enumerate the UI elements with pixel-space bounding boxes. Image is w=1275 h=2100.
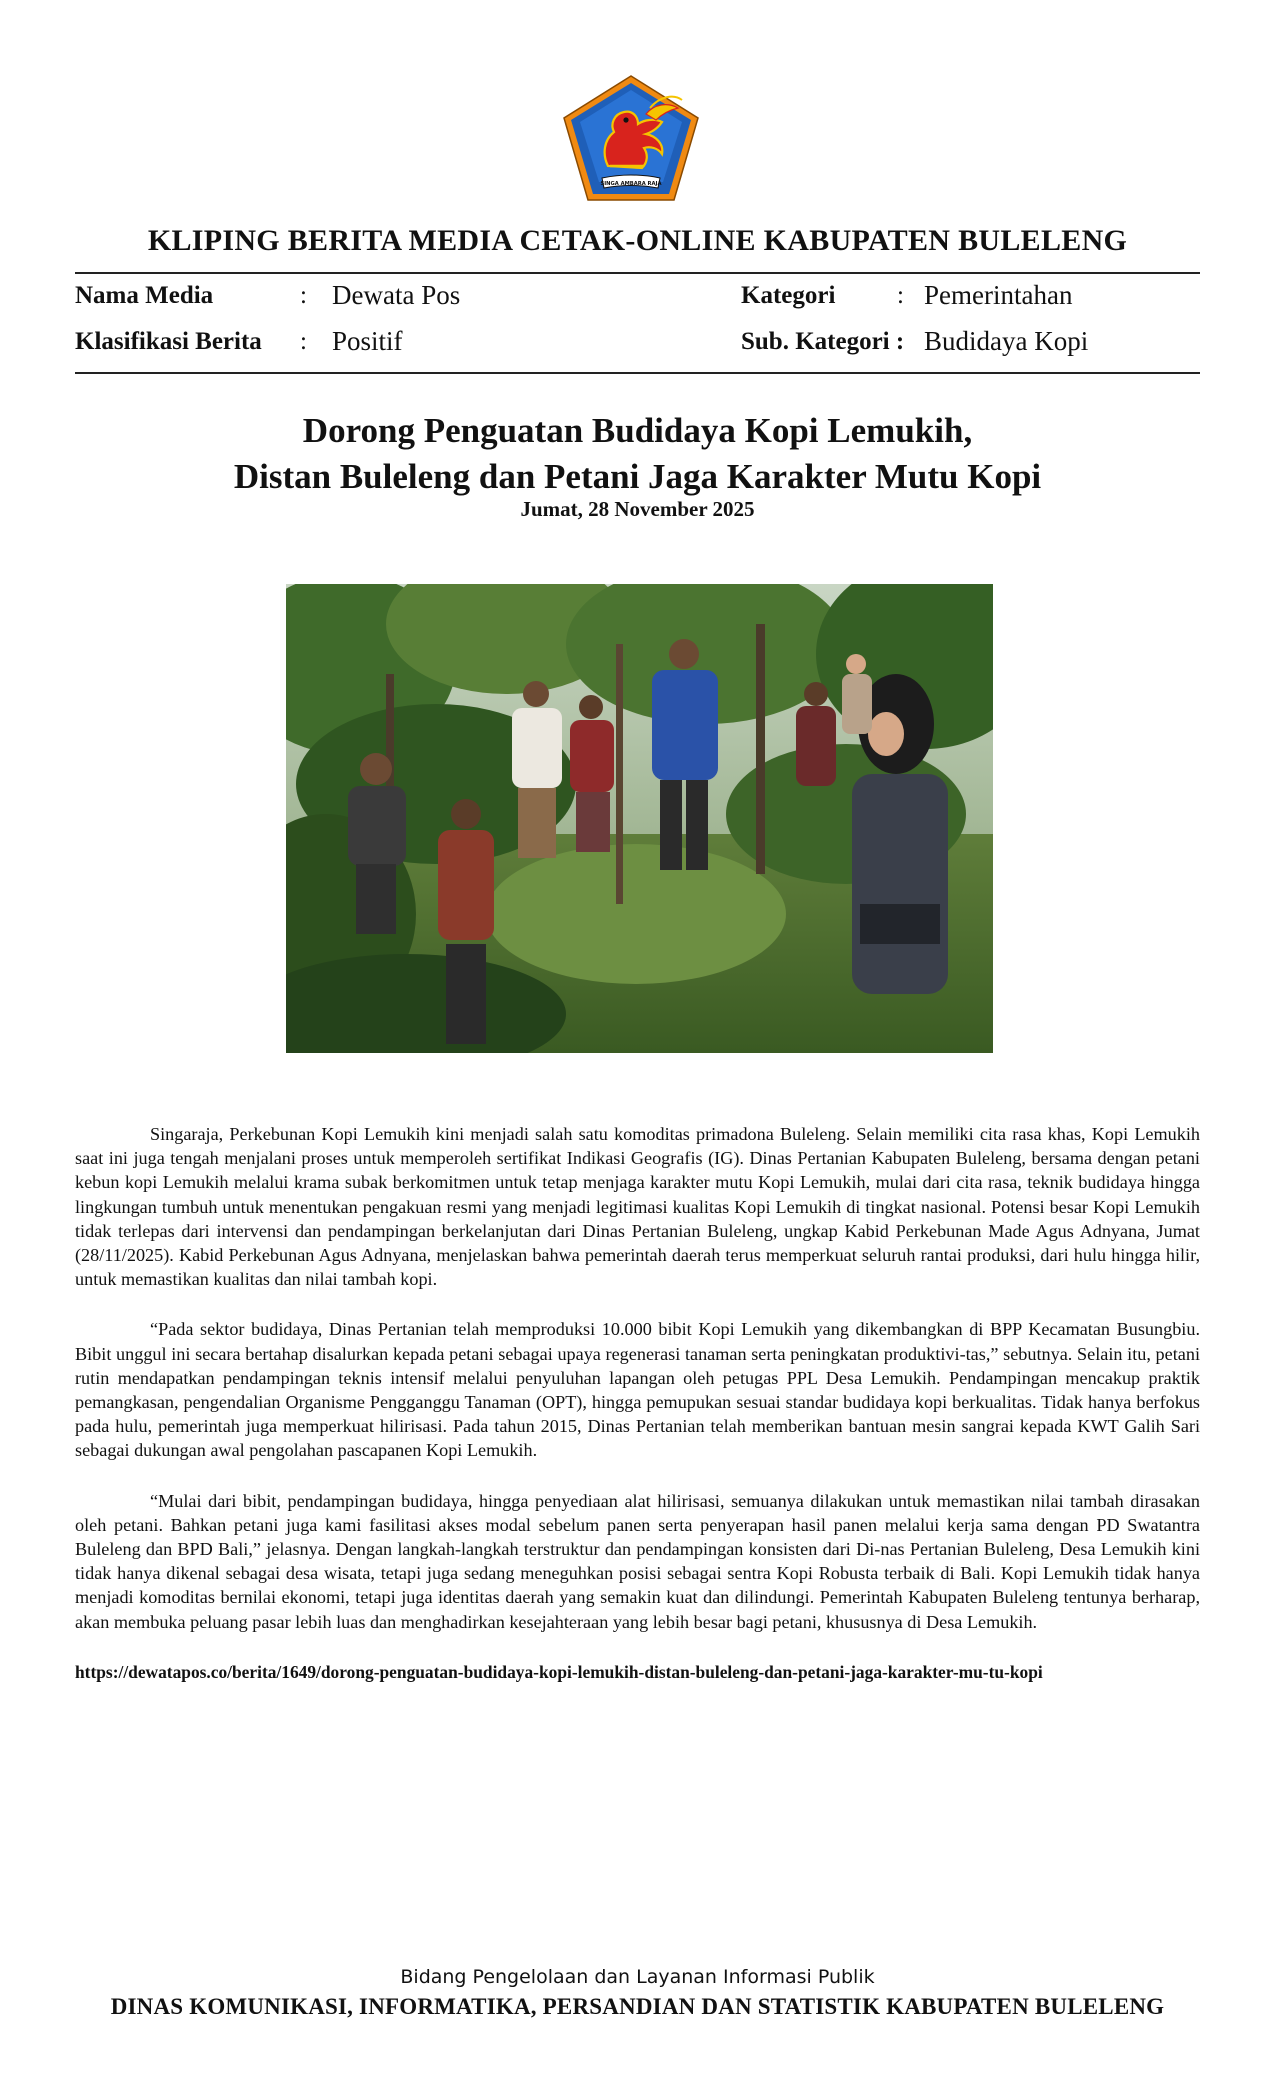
article-paragraph-3: “Mulai dari bibit, pendampingan budidaya, hingga penyediaan alat hilirisasi, semuanya dilakukan untuk memastikan nilai tambah dirasakan oleh petani. Bahkan petani juga kami fasilitasi akses modal sebelum panen serta penyerapan hasil panen melalui kerja sama dengan PD Swatantra Buleleng dan BPD Bali,” jelasnya. Dengan langkah-langkah terstruktur dan pendampingan konsisten dari Di-nas Pertanian Buleleng, Desa Lemukih kini tidak hanya dikenal sebagai desa wisata, tetapi juga sedang meneguhkan posisi sebagai sentra Kopi Robusta terbaik di Bali. Kopi Lemukih tidak hanya menjadi komoditas bernilai ekonomi, tetapi juga identitas daerah yang semakin kuat dan dilindungi. Pemerintah Kabupaten Buleleng tentunya berharap, akan membuka peluang pasar lebih luas dan menghadirkan kesejahteraan yang lebih besar bagi petani, khususnya di Desa Lemukih. bbox=[75, 1490, 1200, 1632]
kategori-label: Kategori bbox=[741, 282, 836, 309]
nama-media-label: Nama Media bbox=[75, 282, 214, 309]
meta-row-media bbox=[0, 280, 1275, 320]
source-link[interactable]: https://dewatapos.co/berita/1649/dorong-penguatan-budidaya-kopi-lemukih-distan-buleleng-dan-petani-jaga-karakter-mu-tu-kopi bbox=[75, 1661, 1043, 1682]
headline-line-2: Distan Buleleng dan Petani Jaga Karakter Mutu Kopi bbox=[233, 457, 1042, 496]
person-batik bbox=[438, 799, 494, 1044]
header-top-divider bbox=[75, 272, 1200, 274]
footer-department: Bidang Pengelolaan dan Layanan Informasi Publik bbox=[400, 1966, 875, 1988]
article-paragraph-1: Singaraja, Perkebunan Kopi Lemukih kini menjadi salah satu komoditas primadona Buleleng. Selain memiliki cita rasa khas, Kopi Lemukih saat ini juga tengah menjalani proses untuk memperoleh sertifikat Indikasi Geografis (IG). Dinas Pertanian Kabupaten Buleleng, bersama dengan petani kebun kopi Lemukih melalui krama subak berkomitmen untuk tetap menjaga karakter mutu Kopi Lemukih, mulai dari cita rasa, teknik budidaya hingga lingkungan tumbuh untuk menentukan pengakuan resmi yang menjadi legitimasi kualitas Kopi Lemukih di tingkat nasional. Potensi besar Kopi Lemukih tidak terlepas dari intervensi dan pendampingan berkelanjutan dari Dinas Pertanian Buleleng, ungkap Kabid Perkebunan Made Agus Adnyana, Jumat (28/11/2025). Kabid Perkebunan Agus Adnyana, menjelaskan bahwa pemerintah daerah terus memperkuat seluruh rantai produksi, dari hulu hingga hilir, untuk memastikan kualitas dan nilai tambah kopi. bbox=[75, 1124, 1200, 1290]
buleleng-emblem-logo bbox=[562, 74, 700, 202]
news-photo bbox=[286, 584, 993, 1053]
sub-kategori-value: Budidaya Kopi bbox=[924, 326, 1089, 356]
headline-line-1: Dorong Penguatan Budidaya Kopi Lemukih, bbox=[302, 411, 973, 450]
article-headline bbox=[0, 408, 1275, 500]
nama-media-colon: : bbox=[300, 282, 307, 309]
article-date: Jumat, 28 November 2025 bbox=[520, 497, 755, 521]
klasifikasi-label: Klasifikasi Berita bbox=[75, 328, 262, 355]
sub-kategori-label: Sub. Kategori : bbox=[741, 328, 905, 355]
clipping-header-title: KLIPING BERITA MEDIA CETAK-ONLINE KABUPATEN BULELENG bbox=[147, 224, 1128, 257]
kategori-value: Pemerintahan bbox=[924, 280, 1073, 310]
klasifikasi-colon: : bbox=[300, 328, 307, 355]
header-bottom-divider bbox=[75, 372, 1200, 374]
kategori-colon: : bbox=[897, 282, 904, 309]
footer-agency: DINAS KOMUNIKASI, INFORMATIKA, PERSANDIAN DAN STATISTIK KABUPATEN BULELENG bbox=[110, 1994, 1165, 2019]
meta-row-klasifikasi bbox=[0, 326, 1275, 366]
article-paragraph-2: “Pada sektor budidaya, Dinas Pertanian telah memproduksi 10.000 bibit Kopi Lemukih yang dikembangkan di BPP Kecamatan Busungbiu. Bibit unggul ini secara bertahap disalurkan kepada petani sebagai upaya regenerasi tanaman serta peningkatan produktivi-tas,” sebutnya. Selain itu, petani rutin mendapatkan pendampingan teknis intensif melalui penyuluhan lapangan oleh petugas PPL Desa Lemukih. Pendampingan mencakup praktik pemangkasan, pengendalian Organisme Pengganggu Tanaman (OPT), hingga pemupukan sesuai standar budidaya kopi berkualitas. Tidak hanya berfokus pada hulu, pemerintah juga memperkuat hilirisasi. Pada tahun 2015, Dinas Pertanian telah memberikan bantuan mesin sangrai kepada KWT Galih Sari sebagai dukungan awal pengolahan pascapanen Kopi Lemukih. bbox=[75, 1319, 1200, 1461]
klasifikasi-value: Positif bbox=[332, 326, 403, 356]
nama-media-value: Dewata Pos bbox=[332, 280, 461, 310]
emblem-motto-text: SINGA AMBARA RAJA bbox=[600, 181, 662, 187]
article-body bbox=[75, 1122, 1200, 1684]
